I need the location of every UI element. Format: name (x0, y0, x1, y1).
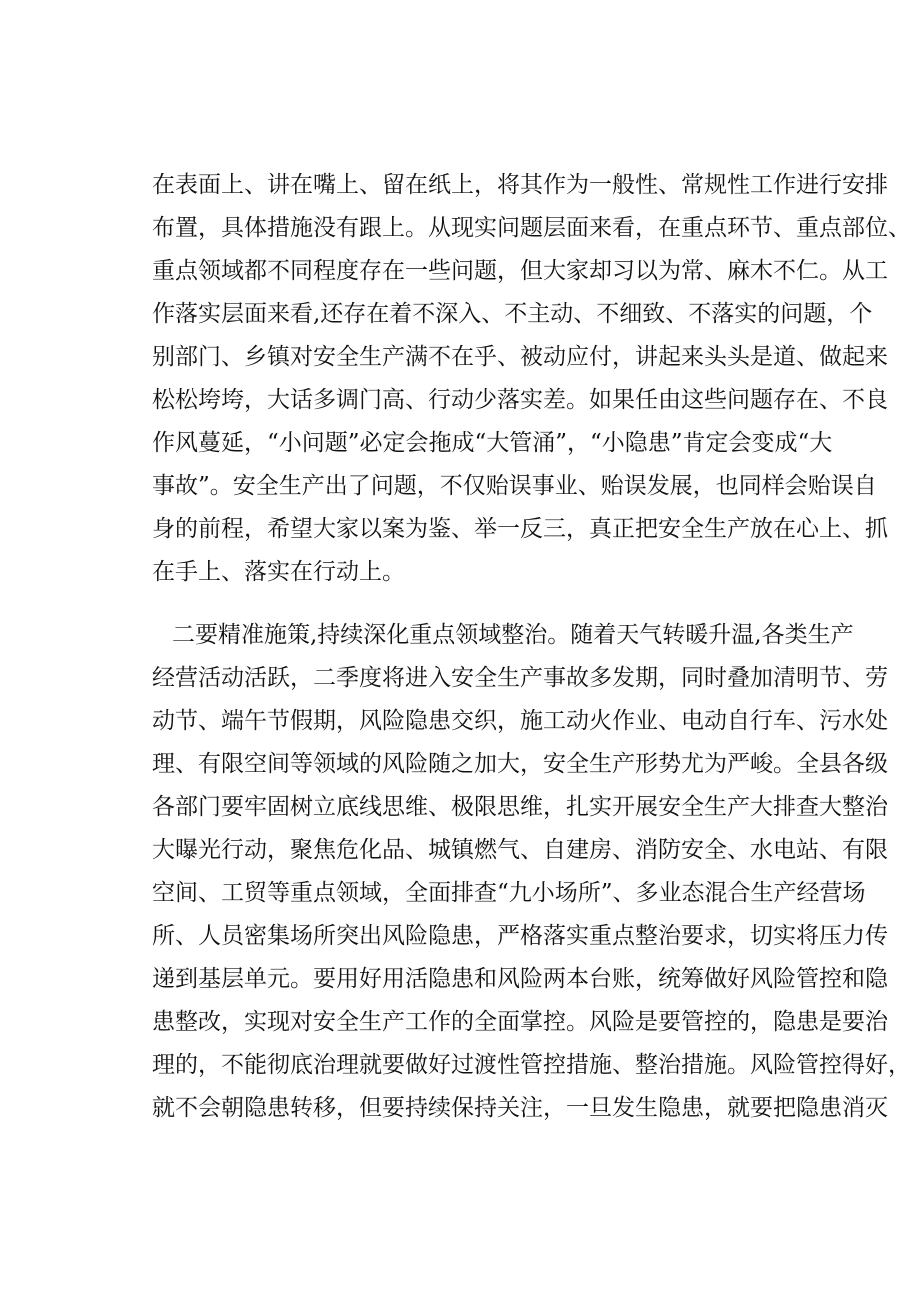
paragraph-1-line-3: 重点领域都不同程度存在一些问题，但大家却习以为常、麻木不仁。从工 (152, 258, 888, 284)
paragraph-1-line-6: 松松垮垮，大话多调门高、行动少落实差。如果任由这些问题存在、不良 (152, 387, 888, 413)
paragraph-1-line-9: 身的前程，希望大家以案为鉴、举一反三，真正把安全生产放在心上、抓 (152, 516, 888, 542)
paragraph-2-line-3: 动节、端午节假期，风险隐患交织，施工动火作业、电动自行车、污水处 (152, 708, 888, 734)
paragraph-2-line-6: 大曝光行动，聚焦危化品、城镇燃气、自建房、消防安全、水电站、有限 (152, 837, 888, 863)
paragraph-1-line-10: 在手上、落实在行动上。 (152, 559, 405, 585)
paragraph-2-line-11: 理的，不能彻底治理就要做好过渡性管控措施、整治措施。风险管控得好， (152, 1052, 911, 1078)
paragraph-1-line-1: 在表面上、讲在嘴上、留在纸上，将其作为一般性、常规性工作进行安排 (152, 172, 888, 198)
paragraph-2-line-7: 空间、工贸等重点领域，全面排查“九小场所”、多业态混合生产经营场 (152, 880, 866, 906)
paragraph-1-line-7: 作风蔓延，“小问题”必定会拖成“大管涌”，“小隐患”肯定会变成“大 (152, 430, 833, 456)
paragraph-2-line-1: 二要精准施策,持续深化重点领域整治。随着天气转暖升温,各类生产 (172, 622, 854, 648)
paragraph-1-line-5: 别部门、乡镇对安全生产满不在乎、被动应付，讲起来头头是道、做起来 (152, 344, 888, 370)
paragraph-2-line-10: 患整改，实现对安全生产工作的全面掌控。风险是要管控的，隐患是要治 (152, 1009, 888, 1035)
paragraph-1-line-8: 事故”。安全生产出了问题，不仅贻误事业、贻误发展，也同样会贻误自 (152, 473, 877, 499)
paragraph-2-line-2: 经营活动活跃，二季度将进入安全生产事故多发期，同时叠加清明节、劳 (152, 665, 888, 691)
paragraph-1-line-2: 布置，具体措施没有跟上。从现实问题层面来看，在重点环节、重点部位、 (152, 215, 911, 241)
paragraph-2-line-9: 递到基层单元。要用好用活隐患和风险两本台账，统筹做好风险管控和隐 (152, 966, 888, 992)
paragraph-2-line-4: 理、有限空间等领域的风险随之加大，安全生产形势尤为严峻。全县各级 (152, 751, 888, 777)
paragraph-2-line-12: 就不会朝隐患转移，但要持续保持关注，一旦发生隐患，就要把隐患消灭 (152, 1095, 888, 1121)
paragraph-2-line-5: 各部门要牢固树立底线思维、极限思维，扎实开展安全生产大排查大整治 (152, 794, 888, 820)
paragraph-2-line-8: 所、人员密集场所突出风险隐患，严格落实重点整治要求，切实将压力传 (152, 923, 888, 949)
paragraph-1-line-4: 作落实层面来看,还存在着不深入、不主动、不细致、不落实的问题，个 (152, 301, 873, 327)
